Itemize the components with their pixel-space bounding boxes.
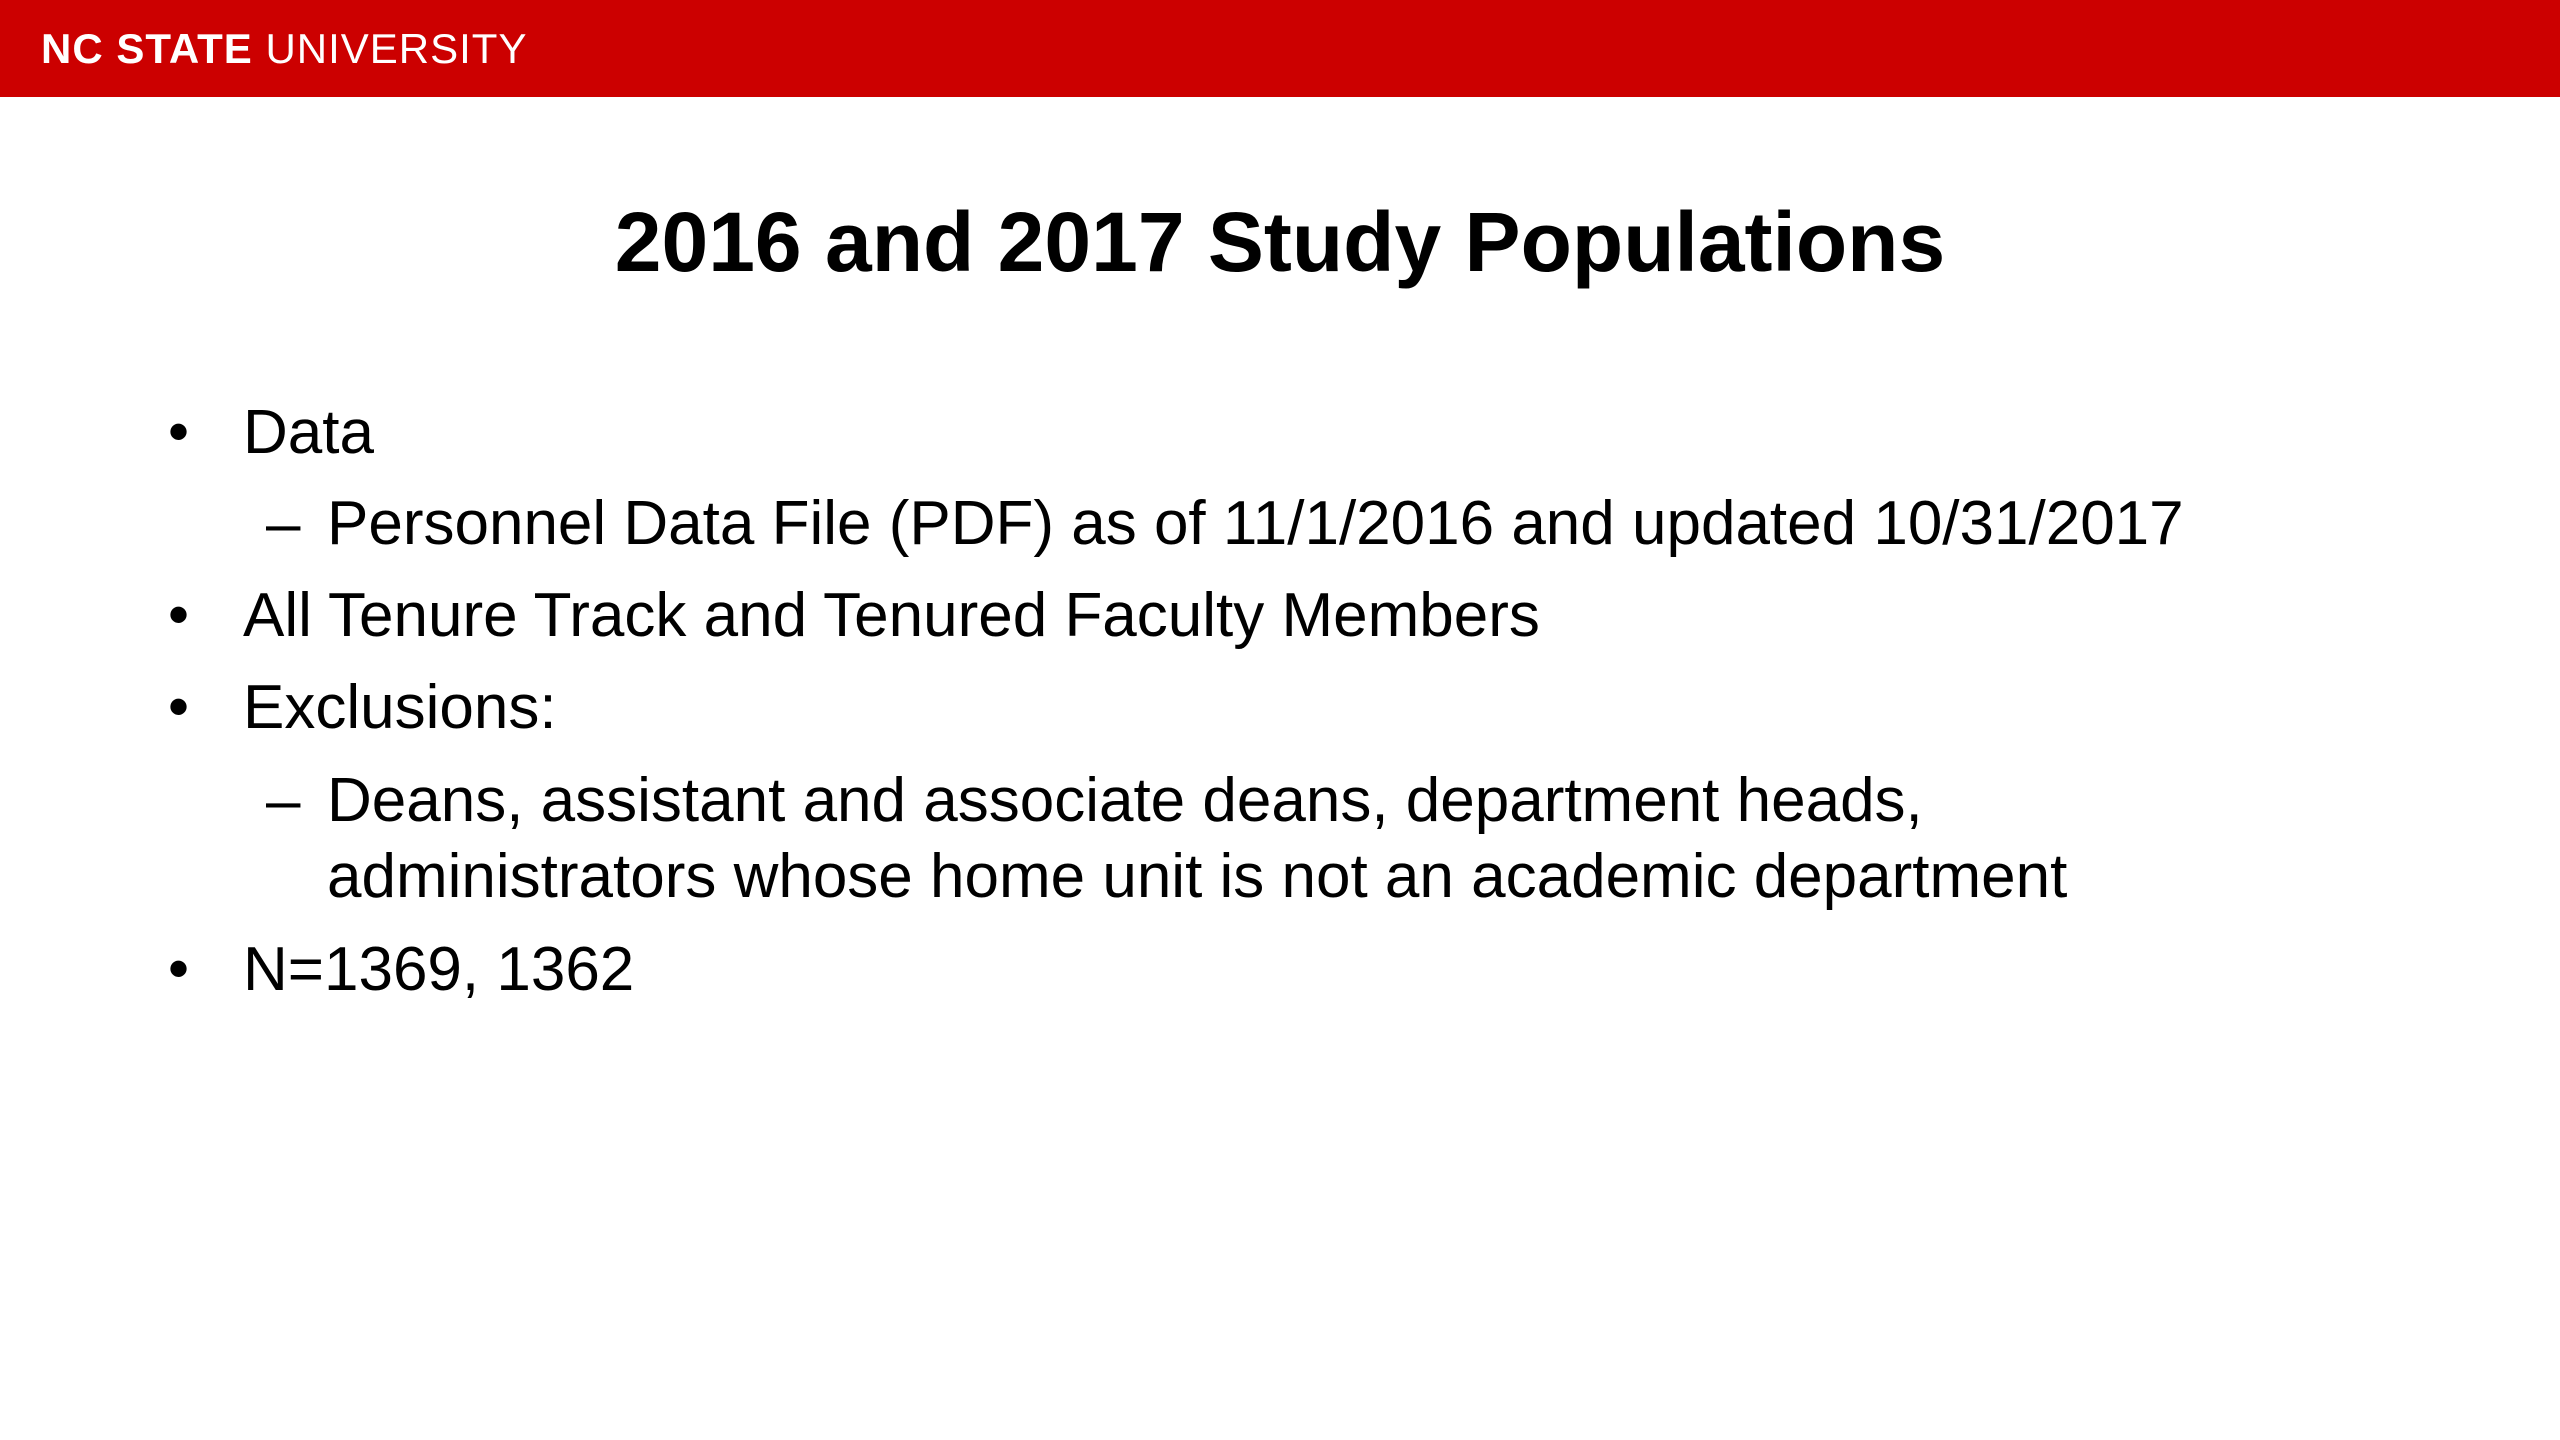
bullet-text: N=1369, 1362 [243,935,635,1004]
brand-bold-text: NC STATE [41,25,253,72]
bullet-marker: • [168,398,190,465]
bullet-marker: • [168,935,190,1002]
bullet-marker: • [168,581,190,648]
sub-bullet-text-line2: administrators whose home unit is not an academic department [327,842,2068,911]
bullet-text: All Tenure Track and Tenured Faculty Members [243,581,1540,650]
bullet-text: Exclusions: [243,673,557,742]
sub-bullet-marker: – [266,489,301,558]
brand-light-text: UNIVERSITY [265,25,528,72]
bullet-marker: • [168,673,190,740]
sub-bullet-text: Personnel Data File (PDF) as of 11/1/2016 and updated 10/31/2017 [327,489,2184,558]
sub-bullet-marker: – [266,766,301,835]
bullet-text: Data [243,398,374,467]
slide-title: 2016 and 2017 Study Populations [614,195,1946,289]
sub-bullet-text-line1: Deans, assistant and associate deans, department heads, [327,766,1923,835]
